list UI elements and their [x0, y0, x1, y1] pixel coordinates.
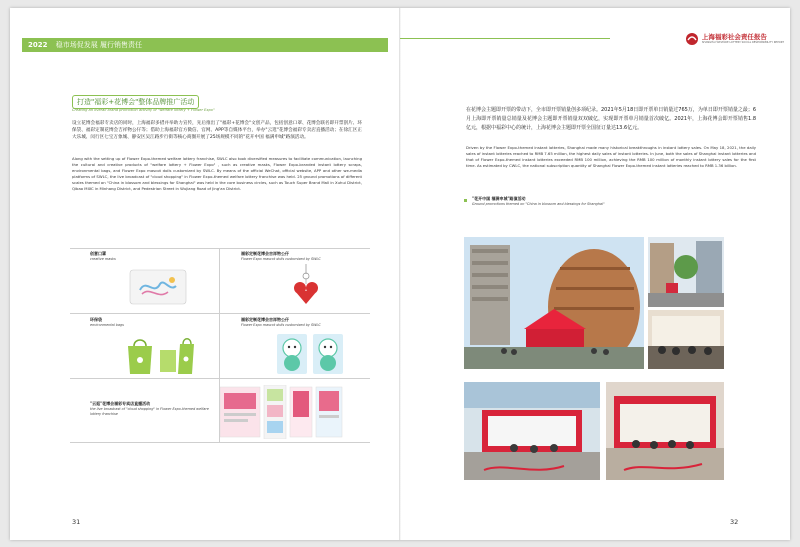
product-grid	[70, 248, 370, 443]
roadshow-photo-kiosk-1	[464, 382, 600, 480]
environmental-bag-image	[122, 332, 198, 376]
header-year: 2022	[28, 41, 48, 49]
roadshow-photo-street	[648, 237, 724, 307]
roadshow-photo-kiosk-2	[606, 382, 724, 480]
left-page	[10, 8, 400, 540]
item-caption-cn: 福彩定制花博会吉祥物公仔	[241, 251, 289, 256]
report-logo	[685, 32, 784, 46]
report-title-en: SHANGHAI WELFARE LOTTERY SOCIAL RESPONSIBILITY REPORT	[701, 41, 784, 44]
item-caption-cn: "云逛"花博会福彩专卖店直播活动	[90, 401, 151, 406]
item-caption-cn: 创意口罩	[90, 251, 106, 256]
welfare-lottery-logo-icon	[685, 32, 699, 46]
item-caption-en: environmental bags	[90, 323, 124, 327]
grid-cell-masks	[70, 248, 218, 312]
section-title: 打造"福彩+花博会"整体品牌推广活动	[72, 95, 199, 109]
right-paragraph-cn: 在花博会主题即开票的带动下，全市即开票销量创多项纪录。2021年5月18日即开票单日销量过765万，为单日即开票销量之最；6月上海即开票销量总销量及花博会主题即开票销量双双破亿，实现即开票单月销量首次破亿。2021年，上海花博会即开票销售1.8亿元，根据中福彩中心的统计，上海花博会主题即开票全国征订量达13.6亿元。	[466, 107, 756, 131]
grid-cell-bags	[70, 314, 218, 378]
page-number-right: 32	[730, 518, 739, 526]
mascot-keychain-image	[291, 264, 321, 310]
item-caption-en: creative masks	[90, 257, 116, 261]
left-paragraph-en: Along with the setting up of Flower Expo-themed welfare lottery franchise, SWLC also took diversified measures to facilitate communication, launching the cultural and creative products of "welfare lottery + Flower Expo" , such as creative masks, Flower Expo-branded instant lottery scraps, environmental bags, and Flower Expo mascot dolls customized by SWLC. By means of the official WeChat, official website, APP and other we-media platforms of SWLC, the live broadcast of "cloud shopping" in Flower Expo-themed welfare lottery franchise was held. 25 ground promotions of different scales themed on "China in blossom and blessings for Shanghai" was held in the core business circles, such as Touch Super Brand Mall in Xuhui District, Qibao MIXC in Minhang District, and Pedestrian Street in Wujiang Road of Jing'an District.	[72, 156, 362, 191]
roadshow-scene	[464, 237, 644, 369]
item-caption-cn: 环保袋	[90, 317, 102, 322]
item-caption-en: Flower Expo mascot dolls customized by SWLC	[241, 257, 321, 261]
item-caption-cn: 福彩定制花博会吉祥物公仔	[241, 317, 289, 322]
item-caption-en: Flower Expo mascot dolls customized by SWLC	[241, 323, 321, 327]
book-spread	[10, 8, 790, 540]
section-subtitle: Creating an overall brand promotion activity of "welfare lottery + Flower Expo"	[72, 108, 215, 112]
roadshow-photo-booth	[648, 310, 724, 369]
grid-cell-mascot-dolls	[221, 314, 369, 378]
right-page	[400, 8, 790, 540]
mascot-doll-image	[275, 330, 345, 376]
grid-cell-mascot-keychain	[221, 248, 369, 312]
photo-caption-cn: "花开中国 福满申城"路演活动	[472, 196, 526, 201]
creative-mask-image	[128, 266, 188, 308]
caption-marker	[464, 199, 467, 202]
header-label	[22, 38, 142, 52]
header-section: 稳市场促发展 履行销售责任	[55, 41, 142, 49]
grid-cell-live-broadcast	[70, 379, 370, 443]
roadshow-photo-main	[464, 237, 644, 369]
photo-caption-en: Ground promotions themed on "China in blossom and blessings for Shanghai"	[472, 202, 605, 206]
item-caption-en: the live broadcast of "cloud shopping" in Flower Expo-themed welfare lottery franchise	[90, 407, 209, 416]
left-paragraph-cn: 设立花博会福彩专卖店的同时，上海福彩多措并举助力宣传，先后推出了"福彩+花博会"文创产品，包括创意口罩、花博会联名即开票刮片、环保袋、福彩定制花博会吉祥物公仔等；借助上海福彩官方微信、官网、APP等自媒体平台，举办"云逛"花博会福彩专卖店直播活动；在徐汇区正大乐城、闵行区七宝万象城、静安区吴江路步行街等核心商圈开展了25场规模不同的"花开中国 福满申城"路演活动。	[72, 121, 362, 140]
header-rule	[400, 38, 610, 39]
right-paragraph-en: Driven by the Flower Expo-themed instant lotteries, Shanghai made many historical breakthroughs in instant lottery sales. On May 18, 2021, the daily sales of instant lotteries reached to RMB 7.65 million, the highest daily sales of instant lotteries. In June, both the sales of Shanghai instant lotteries and that of Flower Expo-themed instant lotteries exceeded RMB 100 million, achieving the RMB 100 million of monthly instant lottery sales for the first time. As estimated by CWLC, the national subscription quantity of Shanghai Flower Expo-themed instant lotteries reached to RMB 1.36 billion.	[466, 145, 756, 168]
page-number-left: 31	[72, 518, 81, 526]
report-title-cn: 上海福彩社会责任报告	[701, 33, 767, 41]
live-broadcast-screenshots	[220, 385, 344, 439]
